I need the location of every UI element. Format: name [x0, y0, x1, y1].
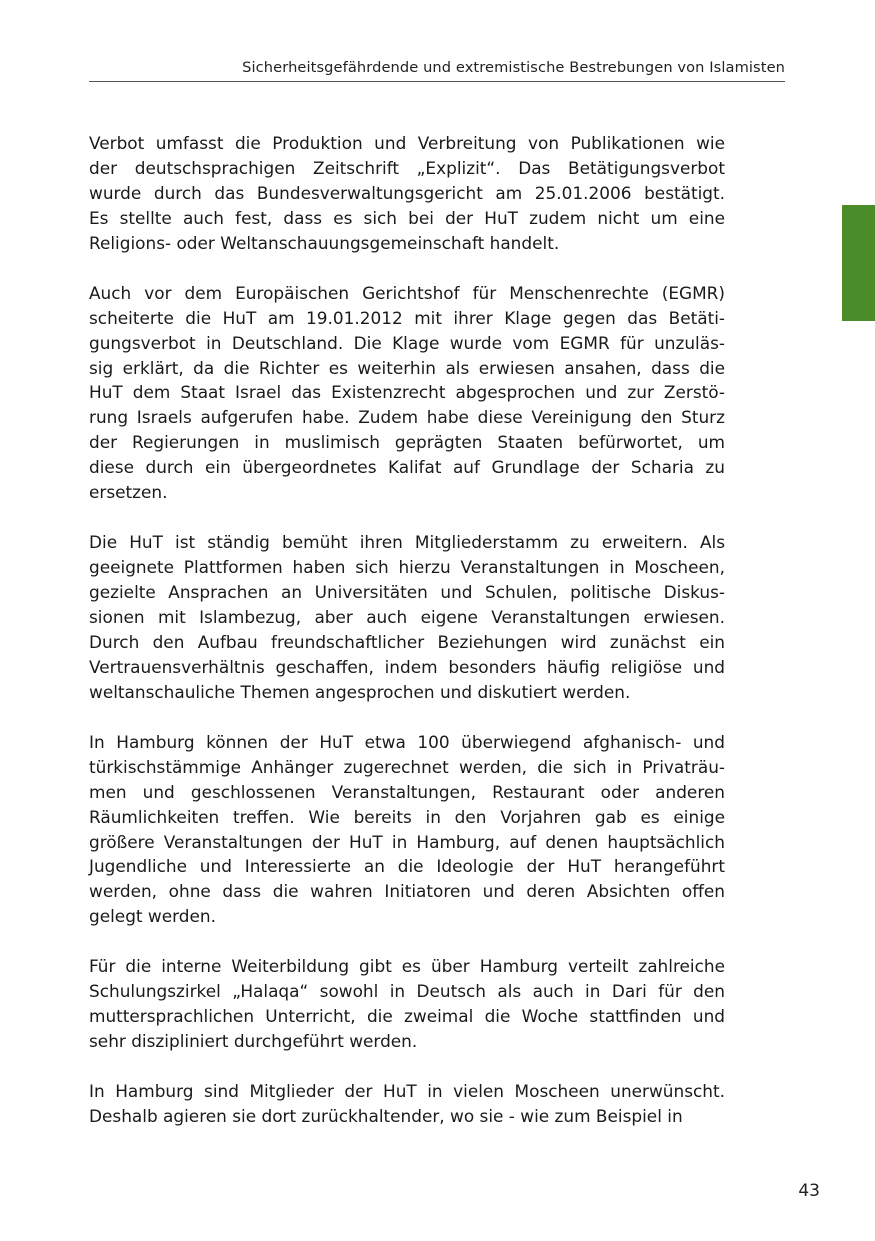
paragraph-line: In Hamburg sind Mitglieder der HuT in vielen Moscheen unerwünscht.	[89, 1081, 725, 1102]
paragraph-line: sehr diszipliniert durchgeführt werden.	[89, 1031, 418, 1052]
paragraph-line: geeignete Plattformen haben sich hierzu Veranstaltungen in Moscheen,	[89, 557, 725, 578]
paragraph-line: wurde durch das Bundesverwaltungsgericht am 25.01.2006 bestätigt.	[89, 182, 725, 203]
paragraph-line: Religions- oder Weltanschauungsgemeinschaft handelt.	[89, 232, 560, 253]
paragraph-line: gungsverbot in Deutschland. Die Klage wurde vom EGMR für unzuläs-	[89, 332, 725, 353]
chapter-side-tab	[842, 205, 875, 321]
paragraph-line: gezielte Ansprachen an Universitäten und Schulen, politische Diskus-	[89, 582, 725, 603]
paragraph-line: größere Veranstaltungen der HuT in Hamburg, auf denen hauptsächlich	[89, 831, 725, 852]
paragraph-line: HuT dem Staat Israel das Existenzrecht abgesprochen und zur Zerstö-	[89, 382, 725, 403]
paragraph-line: ersetzen.	[89, 482, 168, 503]
paragraph-line: men und geschlossenen Veranstaltungen, Restaurant oder anderen	[89, 781, 725, 802]
paragraph-line: diese durch ein übergeordnetes Kalifat auf Grundlage der Scharia zu	[89, 457, 725, 478]
paragraph-line: der Regierungen in muslimisch geprägten Staaten befürwortet, um	[89, 432, 725, 453]
paragraph-line: türkischstämmige Anhänger zugerechnet werden, die sich in Privaträu-	[89, 756, 725, 777]
paragraph	[89, 730, 725, 929]
paragraph-line: Es stellte auch fest, dass es sich bei der HuT zudem nicht um eine	[89, 207, 725, 228]
running-header-title: Sicherheitsgefährdende und extremistische Bestrebungen von Islamisten	[242, 59, 785, 76]
paragraph-line: Räumlichkeiten treffen. Wie bereits in den Vorjahren gab es einige	[89, 806, 725, 827]
paragraph-line: Durch den Aufbau freundschaftlicher Beziehungen wird zunächst ein	[89, 631, 725, 652]
paragraph-line: Verbot umfasst die Produktion und Verbreitung von Publikationen wie	[89, 133, 725, 153]
paragraph-line: Vertrauensverhältnis geschaffen, indem besonders häufig religiöse und	[89, 656, 725, 677]
paragraph-line: In Hamburg können der HuT etwa 100 überwiegend afghanisch- und	[89, 731, 725, 752]
paragraph-line: sig erklärt, da die Richter es weiterhin als erwiesen ansahen, dass die	[89, 357, 725, 378]
paragraph-line: werden, ohne dass die wahren Initiatoren und deren Absichten offen	[89, 881, 725, 902]
paragraph-line: der deutschsprachigen Zeitschrift „Explizit“. Das Betätigungsverbot	[89, 157, 725, 178]
paragraph-line: Schulungszirkel „Halaqa“ sowohl in Deutsch als auch in Dari für den	[89, 981, 725, 1002]
paragraph	[89, 131, 725, 256]
paragraph-line: weltanschauliche Themen angesprochen und diskutiert werden.	[89, 681, 631, 702]
paragraph-line: rung Israels aufgerufen habe. Zudem habe diese Vereinigung den Sturz	[89, 407, 725, 428]
paragraph-line: Deshalb agieren sie dort zurückhaltender, wo sie - wie zum Beispiel in	[89, 1106, 683, 1127]
header-rule	[89, 81, 785, 82]
paragraph-line: Die HuT ist ständig bemüht ihren Mitgliederstamm zu erweitern. Als	[89, 532, 725, 553]
paragraph	[89, 281, 725, 505]
paragraph-line: Für die interne Weiterbildung gibt es über Hamburg verteilt zahlreiche	[89, 956, 725, 977]
paragraph	[89, 954, 725, 1054]
paragraph-line: gelegt werden.	[89, 906, 216, 927]
page-number: 43	[798, 1181, 820, 1201]
paragraph-line: sionen mit Islambezug, aber auch eigene Veranstaltungen erwiesen.	[89, 607, 725, 627]
body-text	[89, 131, 725, 1155]
paragraph-line: muttersprachlichen Unterricht, die zweimal die Woche stattfinden und	[89, 1006, 725, 1027]
paragraph	[89, 530, 725, 704]
paragraph	[89, 1079, 725, 1129]
paragraph-line: scheiterte die HuT am 19.01.2012 mit ihrer Klage gegen das Betäti-	[89, 307, 725, 328]
paragraph-line: Jugendliche und Interessierte an die Ideologie der HuT herangeführt	[89, 856, 725, 877]
paragraph-line: Auch vor dem Europäischen Gerichtshof für Menschenrechte (EGMR)	[89, 282, 725, 303]
